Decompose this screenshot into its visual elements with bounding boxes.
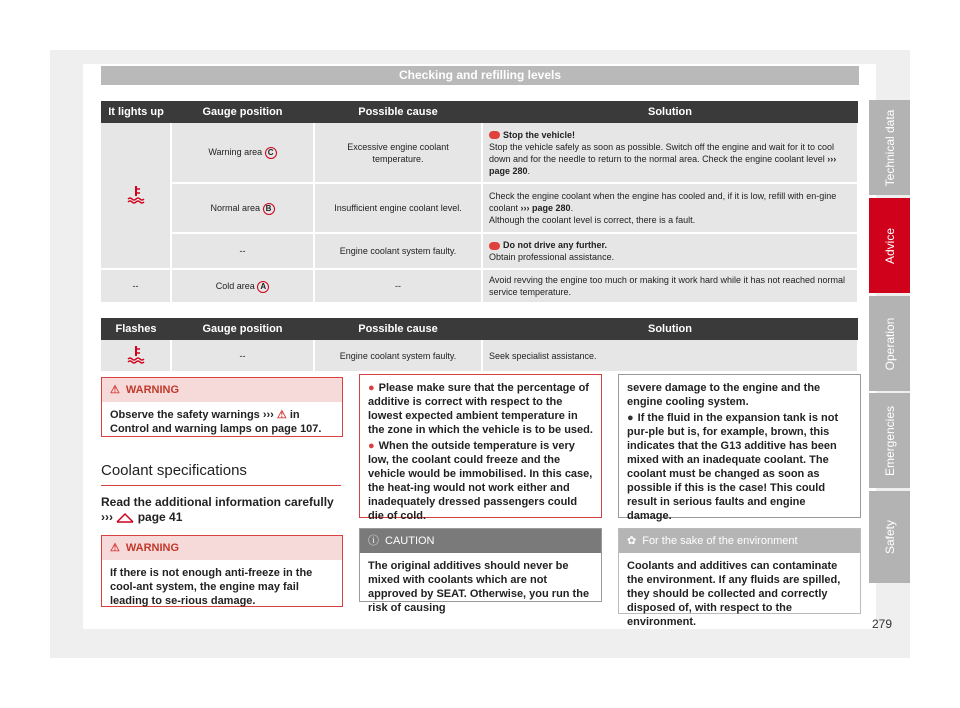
col-header: Flashes <box>101 318 171 340</box>
tab-label: Safety <box>882 519 897 555</box>
bullet-icon: ● <box>627 412 634 424</box>
coolant-temperature-icon <box>125 344 147 364</box>
environment-title: For the sake of the environment <box>642 535 798 547</box>
bullet-text: When the outside temperature is very low, the coolant could freeze and the vehicle would be immobilised. In this case, the heat-ing would not work either and inadequately dressed passengers could die of cold. <box>368 440 593 522</box>
environment-box <box>618 528 861 628</box>
section-divider <box>101 485 341 486</box>
tab-label: Advice <box>882 227 897 264</box>
section-title: Coolant specifications <box>101 462 247 479</box>
gauge-position-cell <box>171 269 314 303</box>
lights-up-table <box>101 101 859 304</box>
table-row <box>101 123 858 183</box>
caution-header <box>360 529 601 553</box>
gauge-letter-badge: A <box>257 281 269 293</box>
caution-title: CAUTION <box>385 535 435 547</box>
environment-body: Coolants and additives can contaminate the environment. If any fluids are spilled, they should be collected and correctly disposed of, with respect to the environment. <box>627 560 841 628</box>
caution-body: The original additives should never be mixed with coolants which are not approved by SEAT. Otherwise, you run the risk of causing <box>368 560 590 614</box>
tab-label: Emergencies <box>882 405 897 476</box>
tab-emergencies[interactable] <box>869 393 910 488</box>
warning-triangle-icon: ⚠ <box>110 384 120 396</box>
caution-body <box>619 375 860 529</box>
gauge-position-cell <box>171 123 314 183</box>
warning-header <box>102 378 342 402</box>
warning-header <box>102 536 342 560</box>
solution-cell: Seek specialist assistance. <box>482 340 858 372</box>
section-text-line: Read the additional information carefully <box>101 495 334 509</box>
table-row <box>101 340 858 372</box>
cause-cell: Engine coolant system faulty. <box>314 340 482 372</box>
environment-header <box>619 529 860 553</box>
gauge-label: Cold area <box>215 280 255 291</box>
solution-heading: Stop the vehicle! <box>503 129 576 140</box>
warning-title: WARNING <box>125 384 180 396</box>
tab-label: Technical data <box>882 109 897 186</box>
col-header: Possible cause <box>314 318 482 340</box>
solution-cell <box>482 123 858 183</box>
warning-body: If there is not enough anti-freeze in the cool-ant system, the engine may fail leading to se-rious damage. <box>110 567 313 607</box>
gauge-position-cell: -- <box>171 340 314 372</box>
solution-cell <box>482 233 858 269</box>
col-header: Gauge position <box>171 101 314 123</box>
flash-icon-cell <box>101 340 171 372</box>
bullet-text: Please make sure that the percentage of additive is correct with respect to the lowest expected ambient temperature in the zone in which the vehicle is to be used. <box>368 382 593 436</box>
bullet-icon: ● <box>368 382 375 394</box>
tab-technical-data[interactable] <box>869 100 910 195</box>
caution-continued-box <box>618 374 861 522</box>
stop-icon <box>489 131 500 139</box>
lights-cell: -- <box>101 269 171 303</box>
caution-text: severe damage to the engine and the engine cooling system. <box>627 382 821 408</box>
col-header: Solution <box>482 318 858 340</box>
warning-text: Observe the safety warnings ››› <box>110 409 274 421</box>
col-header: Solution <box>482 101 858 123</box>
page-ref-link[interactable]: ››› page 280 <box>489 153 837 176</box>
solution-end: . <box>527 165 531 176</box>
page-number: 279 <box>872 617 893 631</box>
page-ref-link[interactable]: page 41 <box>137 510 183 524</box>
warning-text: in Control and warning lamps on page 107. <box>110 409 322 435</box>
table-row <box>101 269 858 303</box>
warning-title: WARNING <box>125 542 180 554</box>
warning-box <box>101 535 343 607</box>
warning-triangle-icon: ⚠ <box>110 542 120 554</box>
warning-triangle-icon: ⚠ <box>276 409 287 421</box>
tab-advice[interactable] <box>869 198 910 293</box>
gauge-letter-badge: B <box>263 203 275 215</box>
solution-cell: Avoid revving the engine too much or making it work hard while it has not reached normal service temperature. <box>482 269 858 303</box>
solution-heading: Do not drive any further. <box>503 240 608 250</box>
coolant-temperature-icon <box>125 184 147 204</box>
gauge-letter-badge: C <box>265 147 277 159</box>
flashes-table <box>101 318 859 373</box>
cause-cell: Insufficient engine coolant level. <box>314 183 482 233</box>
page-ref-arrow: ››› <box>101 510 113 524</box>
gauge-position-cell <box>171 183 314 233</box>
coolant-temp-cell <box>101 123 171 269</box>
page-ref-link[interactable]: ››› page 280 <box>520 203 571 213</box>
warning-continued-box <box>359 374 602 522</box>
stop-icon <box>489 242 500 250</box>
col-header: It lights up <box>101 101 171 123</box>
col-header: Gauge position <box>171 318 314 340</box>
tab-operation[interactable] <box>869 296 910 391</box>
cause-cell: -- <box>314 269 482 303</box>
warning-body <box>102 402 342 442</box>
bullet-icon: ● <box>368 440 375 452</box>
caution-box <box>359 528 602 614</box>
bullet-text: If the fluid in the expansion tank is not pur-ple but is, for example, brown, this indicates that the G13 additive has been mixed with an inadequate coolant. The coolant must be changed as soon as possible if this is the case! This could result in serious faults and engine damage. <box>627 412 839 522</box>
solution-text: Although the coolant level is correct, there is a fault. <box>489 215 696 225</box>
table-row <box>101 183 858 233</box>
table-row <box>101 233 858 269</box>
section-text <box>101 495 341 525</box>
solution-text: Stop the vehicle safely as soon as possible. Switch off the engine and wait for it to cool down and for the needle to return to the normal area. Check the engine coolant level <box>489 141 835 164</box>
tab-label: Operation <box>882 317 897 370</box>
solution-cell <box>482 183 858 233</box>
solution-text: Obtain professional assistance. <box>489 252 615 262</box>
warning-box <box>101 377 343 437</box>
solution-text: Check the engine coolant when the engine has cooled and, if it is low, refill with en-gine coolant <box>489 191 837 213</box>
info-circle-icon: ⓘ <box>368 535 379 547</box>
cause-cell: Engine coolant system faulty. <box>314 233 482 269</box>
page-header: Checking and refilling levels <box>101 66 859 85</box>
solution-end: . <box>570 203 574 213</box>
tab-safety[interactable] <box>869 491 910 583</box>
warning-body <box>360 375 601 529</box>
gauge-position-cell: -- <box>171 233 314 269</box>
environment-flower-icon: ✿ <box>627 535 637 547</box>
col-header: Possible cause <box>314 101 482 123</box>
gauge-label: Normal area <box>210 202 260 213</box>
book-reference-icon <box>116 512 134 524</box>
gauge-label: Warning area <box>208 147 263 157</box>
cause-cell: Excessive engine coolant temperature. <box>314 123 482 183</box>
